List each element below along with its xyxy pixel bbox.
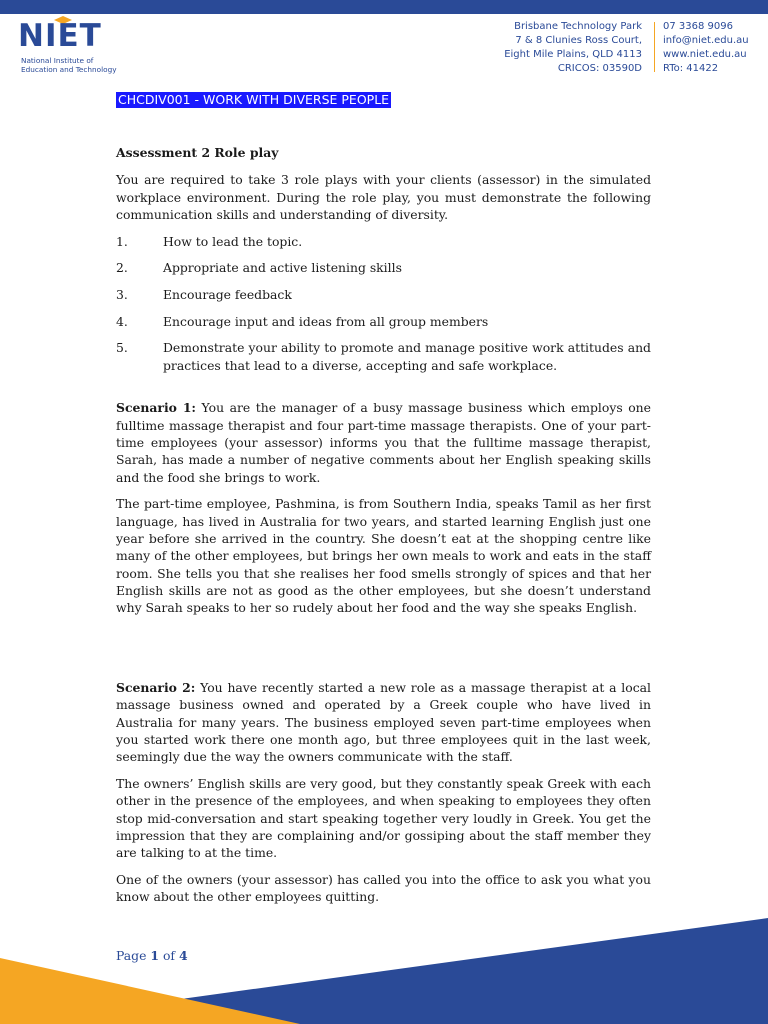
scenario-2-paragraph-2: The owners’ English skills are very good, but they constantly speak Greek with each other in the presence of the employees, and when speaking to employees they often stop mid-conversation and start speaking together very loudly in Greek. You get the impression that they are complaining and/or gossiping about the staff member they are talking to at the time. bbox=[116, 775, 651, 861]
scenario-2-label: Scenario 2: bbox=[116, 679, 196, 695]
phone-number: 07 3368 9096 bbox=[663, 21, 733, 32]
address-line: Brisbane Technology Park bbox=[514, 21, 642, 32]
assessment-intro: You are required to take 3 role plays with your clients (assessor) in the simulated workplace environment. During the role play, you must demonstrate the following communication skills and understanding of diversity. bbox=[116, 172, 651, 222]
scenario-1-paragraph-2: The part-time employee, Pashmina, is from Southern India, speaks Tamil as her first language, has lived in Australia for two years, and started learning English just one year before she arrived in the country. She doesn’t eat at the shopping centre like many of the other employees, but brings her own meals to work and eats in the staff room. She tells you that she realises her food smells strongly of spices and that her English skills are not as good as the other employees, but she doesn’t understand why Sarah speaks to her so rudely about her food and the way she speaks English. bbox=[116, 496, 651, 616]
rto-number: RTo: 41422 bbox=[663, 63, 719, 74]
niet-logo bbox=[18, 18, 138, 78]
email-address: info@niet.edu.au bbox=[663, 35, 749, 46]
list-item: 3. Encourage feedback bbox=[116, 287, 292, 303]
scenario-2-paragraph: Scenario 2: You have recently started a new role as a massage therapist at a local massage business owned and operated by a Greek couple who have lived in Australia for many years. The business employed seven part-time employees when you started work there one month ago, but three employees quit in the last week, seemingly due the way the owners communicate with the staff. bbox=[116, 679, 652, 765]
address-line: Eight Mile Plains, QLD 4113 bbox=[504, 49, 642, 60]
page-number: Page 1 of 4 bbox=[116, 948, 188, 963]
assessment-heading: Assessment 2 Role play bbox=[116, 145, 279, 160]
cricos-code: CRICOS: 03590D bbox=[557, 63, 642, 74]
list-item: 2. Appropriate and active listening skills bbox=[116, 260, 402, 276]
list-item: 5. Demonstrate your ability to promote and manage positive work attitudes and practices that lead to a diverse, accepting and safe workplace. bbox=[116, 340, 651, 373]
header-address bbox=[504, 20, 642, 76]
unit-title: CHCDIV001 - WORK WITH DIVERSE PEOPLE bbox=[118, 92, 390, 107]
header-contacts bbox=[663, 20, 749, 76]
header-divider bbox=[654, 22, 655, 72]
logo-subtitle: National Institute of Education and Technology bbox=[21, 56, 117, 74]
scenario-1-paragraph: Scenario 1: You are the manager of a busy massage business which employs one fulltime massage therapist and four part-time massage therapists. One of your part-time employees (your assessor) informs you that the fulltime massage therapist, Sarah, has made a number of negative comments about her English speaking skills and the food she brings to work. bbox=[116, 400, 651, 485]
document-body bbox=[116, 144, 651, 915]
logo-wordmark: NIET bbox=[18, 18, 102, 54]
address-line: 7 & 8 Clunies Ross Court, bbox=[515, 35, 642, 46]
skills-list bbox=[116, 233, 651, 374]
scenario-2-paragraph-3: One of the owners (your assessor) has called you into the office to ask you what you know about the other employees quitting. bbox=[116, 871, 651, 905]
website-address: www.niet.edu.au bbox=[663, 49, 747, 60]
scenario-1-label: Scenario 1: bbox=[116, 400, 197, 416]
footer-decoration bbox=[0, 918, 768, 1024]
list-item: 1. How to lead the topic. bbox=[116, 233, 303, 249]
top-color-bar bbox=[0, 0, 768, 14]
list-item: 4. Encourage input and ideas from all group members bbox=[116, 313, 489, 329]
